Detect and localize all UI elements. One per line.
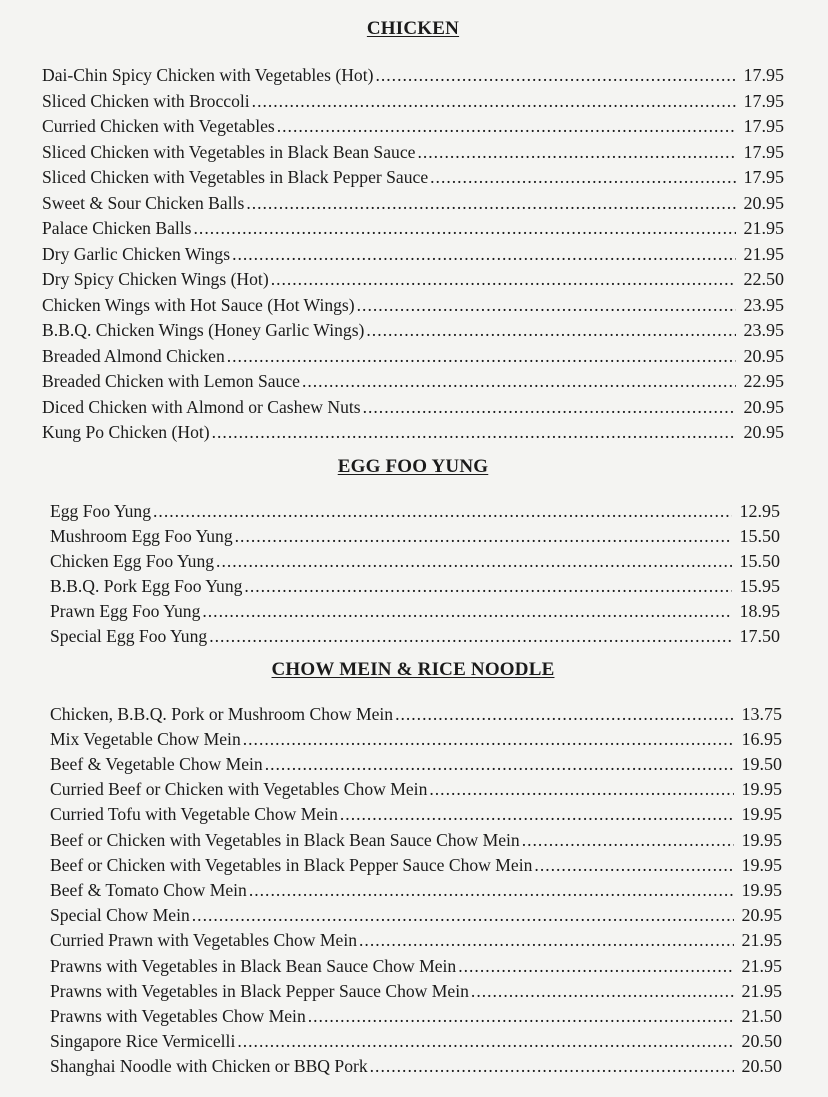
menu-item	[42, 369, 784, 395]
menu-item-price: 17.95	[743, 167, 784, 187]
dot-leader	[271, 267, 736, 293]
menu-item-name: Dry Garlic Chicken Wings	[42, 243, 231, 264]
dot-leader	[522, 828, 734, 853]
menu-item-name: Sliced Chicken with Broccoli	[42, 90, 250, 111]
menu-item	[42, 140, 784, 166]
menu-item-name: Chicken Egg Foo Yung	[50, 550, 215, 571]
section-title-chow-mein: CHOW MEIN & RICE NOODLE	[271, 658, 555, 680]
menu-item	[42, 114, 784, 140]
menu-item-name: Special Chow Mein	[50, 905, 190, 926]
dot-leader	[308, 1004, 734, 1029]
dot-leader	[359, 928, 734, 953]
menu-item	[50, 903, 782, 928]
dot-leader	[370, 1054, 734, 1079]
menu-item-name: Egg Foo Yung	[50, 500, 152, 521]
menu-item-name: Shanghai Noodle with Chicken or BBQ Pork	[50, 1056, 368, 1077]
menu-item-name: Singapore Rice Vermicelli	[50, 1031, 236, 1052]
dot-leader	[227, 344, 736, 370]
menu-item-name: B.B.Q. Pork Egg Foo Yung	[50, 575, 243, 596]
menu-item-price: 16.95	[741, 728, 782, 749]
menu-item-price: 20.50	[741, 1031, 782, 1052]
menu-item-name: Prawns with Vegetables in Black Bean Sauce Chow Mein	[50, 955, 457, 976]
menu-item	[42, 344, 784, 370]
menu-item	[50, 624, 780, 649]
menu-item-name: Curried Prawn with Vegetables Chow Mein	[50, 930, 358, 951]
dot-leader	[235, 524, 732, 549]
section-title-chicken: CHICKEN	[366, 18, 460, 39]
menu-item	[50, 499, 780, 524]
menu-item	[50, 752, 782, 777]
dot-leader	[429, 777, 734, 802]
menu-item-name: Palace Chicken Balls	[42, 218, 192, 238]
menu-item-name: Chicken Wings with Hot Sauce (Hot Wings)	[42, 294, 355, 315]
dot-leader	[357, 293, 736, 319]
menu-item-name: Special Egg Foo Yung	[50, 625, 208, 646]
chow-mein-section	[42, 659, 784, 1080]
dot-leader	[471, 979, 734, 1004]
menu-item-price: 17.95	[743, 90, 784, 111]
menu-item	[50, 979, 782, 1004]
menu-item	[42, 63, 784, 89]
menu-item-name: Sweet & Sour Chicken Balls	[42, 192, 245, 213]
dot-leader	[395, 702, 734, 727]
dot-leader	[534, 853, 734, 878]
egg-foo-yung-items	[42, 499, 784, 649]
menu-item	[50, 802, 782, 827]
menu-item	[50, 853, 782, 878]
dot-leader	[302, 369, 736, 395]
dot-leader	[375, 63, 736, 89]
menu-item	[42, 267, 784, 293]
dot-leader	[243, 727, 734, 752]
menu-item-name: Diced Chicken with Almond or Cashew Nuts	[42, 396, 361, 417]
dot-leader	[363, 395, 736, 421]
menu-item	[50, 524, 780, 549]
menu-item	[50, 727, 782, 752]
menu-item-name: Kung Po Chicken (Hot)	[42, 422, 210, 442]
menu-item-price: 20.95	[741, 905, 782, 926]
menu-item-price: 19.95	[741, 879, 782, 900]
menu-item	[42, 395, 784, 421]
dot-leader	[458, 954, 734, 979]
menu-item-name: Curried Beef or Chicken with Vegetables Chow Mein	[50, 779, 428, 800]
menu-item-price: 17.95	[743, 65, 784, 85]
dot-leader	[366, 318, 736, 344]
dot-leader	[430, 165, 736, 191]
menu-item-price: 17.95	[743, 116, 784, 136]
menu-item	[42, 89, 784, 115]
menu-item-price: 23.95	[743, 294, 784, 315]
dot-leader	[246, 191, 736, 217]
menu-item-price: 15.50	[739, 525, 780, 546]
menu-item-price: 21.95	[741, 955, 782, 976]
menu-item-price: 20.50	[741, 1056, 782, 1077]
menu-item-price: 22.95	[743, 371, 784, 391]
menu-item-price: 19.95	[741, 829, 782, 850]
egg-foo-yung-section	[42, 456, 784, 649]
menu-item-name: Prawn Egg Foo Yung	[50, 600, 201, 621]
menu-item-price: 21.50	[741, 1005, 782, 1026]
menu-item-price: 21.95	[741, 930, 782, 951]
menu-item-price: 17.50	[739, 625, 780, 646]
menu-item-price: 13.75	[741, 703, 782, 724]
dot-leader	[277, 114, 736, 140]
menu-item-name: Mushroom Egg Foo Yung	[50, 525, 233, 546]
menu-item-price: 21.95	[743, 218, 784, 238]
menu-item-price: 19.95	[741, 804, 782, 825]
menu-item-name: Beef or Chicken with Vegetables in Black Bean Sauce Chow Mein	[50, 829, 520, 850]
menu-item	[50, 828, 782, 853]
menu-item	[42, 165, 784, 191]
menu-item-name: Sliced Chicken with Vegetables in Black Pepper Sauce	[42, 167, 429, 187]
menu-item	[50, 702, 782, 727]
dot-leader	[212, 420, 736, 446]
menu-item-name: Breaded Almond Chicken	[42, 345, 225, 366]
menu-item-name: Chicken, B.B.Q. Pork or Mushroom Chow Mein	[50, 703, 394, 724]
menu-item	[50, 549, 780, 574]
dot-leader	[417, 140, 736, 166]
menu-item	[50, 1054, 782, 1079]
menu-item	[42, 242, 784, 268]
chow-mein-items	[42, 702, 784, 1080]
menu-item	[50, 574, 780, 599]
menu-item-price: 18.95	[739, 600, 780, 621]
menu-item	[50, 954, 782, 979]
dot-leader	[237, 1029, 734, 1054]
menu-item-price: 20.95	[743, 396, 784, 417]
menu-item	[50, 599, 780, 624]
menu-item	[42, 318, 784, 344]
dot-leader	[249, 878, 734, 903]
menu-item-name: Curried Tofu with Vegetable Chow Mein	[50, 804, 338, 825]
section-title-egg-foo-yung: EGG FOO YUNG	[337, 455, 489, 477]
dot-leader	[153, 499, 732, 524]
menu-item-price: 23.95	[743, 320, 784, 340]
menu-item-price: 20.95	[743, 192, 784, 213]
menu-item	[42, 191, 784, 217]
dot-leader	[265, 752, 734, 777]
dot-leader	[194, 216, 736, 242]
menu-item-price: 15.50	[739, 550, 780, 571]
menu-item-name: Prawns with Vegetables Chow Mein	[50, 1005, 306, 1026]
menu-item-name: Sliced Chicken with Vegetables in Black Bean Sauce	[42, 141, 416, 162]
menu-item-name: Prawns with Vegetables in Black Pepper Sauce Chow Mein	[50, 980, 469, 1001]
menu-item-price: 21.95	[743, 243, 784, 264]
menu-item-name: Mix Vegetable Chow Mein	[50, 728, 241, 749]
menu-item-name: Breaded Chicken with Lemon Sauce	[42, 371, 300, 391]
menu-item	[50, 777, 782, 802]
dot-leader	[192, 903, 734, 928]
menu-item-price: 19.50	[741, 753, 782, 774]
menu-item-name: B.B.Q. Chicken Wings (Honey Garlic Wings)	[42, 320, 365, 340]
menu-item-price: 19.95	[741, 854, 782, 875]
menu-item-name: Beef & Tomato Chow Mein	[50, 879, 247, 900]
menu-item	[50, 1004, 782, 1029]
menu-item-name: Dai-Chin Spicy Chicken with Vegetables (Hot)	[42, 65, 374, 85]
dot-leader	[232, 242, 736, 268]
menu-item-price: 17.95	[743, 141, 784, 162]
menu-item-name: Curried Chicken with Vegetables	[42, 116, 275, 136]
dot-leader	[340, 802, 734, 827]
menu-item	[42, 216, 784, 242]
menu-item-price: 19.95	[741, 779, 782, 800]
dot-leader	[244, 574, 732, 599]
chicken-items	[42, 63, 784, 446]
chicken-section	[42, 18, 784, 446]
dot-leader	[202, 599, 732, 624]
dot-leader	[209, 624, 732, 649]
dot-leader	[252, 89, 736, 115]
menu-item-name: Beef or Chicken with Vegetables in Black Pepper Sauce Chow Mein	[50, 854, 533, 875]
menu-item-price: 21.95	[741, 980, 782, 1001]
menu-item-price: 12.95	[739, 500, 780, 521]
menu-item-name: Dry Spicy Chicken Wings (Hot)	[42, 269, 269, 289]
menu-item	[42, 293, 784, 319]
menu-item	[50, 1029, 782, 1054]
menu-item	[42, 420, 784, 446]
menu-item	[50, 878, 782, 903]
menu-item-price: 22.50	[743, 269, 784, 289]
menu-item	[50, 928, 782, 953]
menu-item-price: 20.95	[743, 422, 784, 442]
menu-item-name: Beef & Vegetable Chow Mein	[50, 753, 263, 774]
menu-item-price: 20.95	[743, 345, 784, 366]
dot-leader	[216, 549, 732, 574]
menu-item-price: 15.95	[739, 575, 780, 596]
